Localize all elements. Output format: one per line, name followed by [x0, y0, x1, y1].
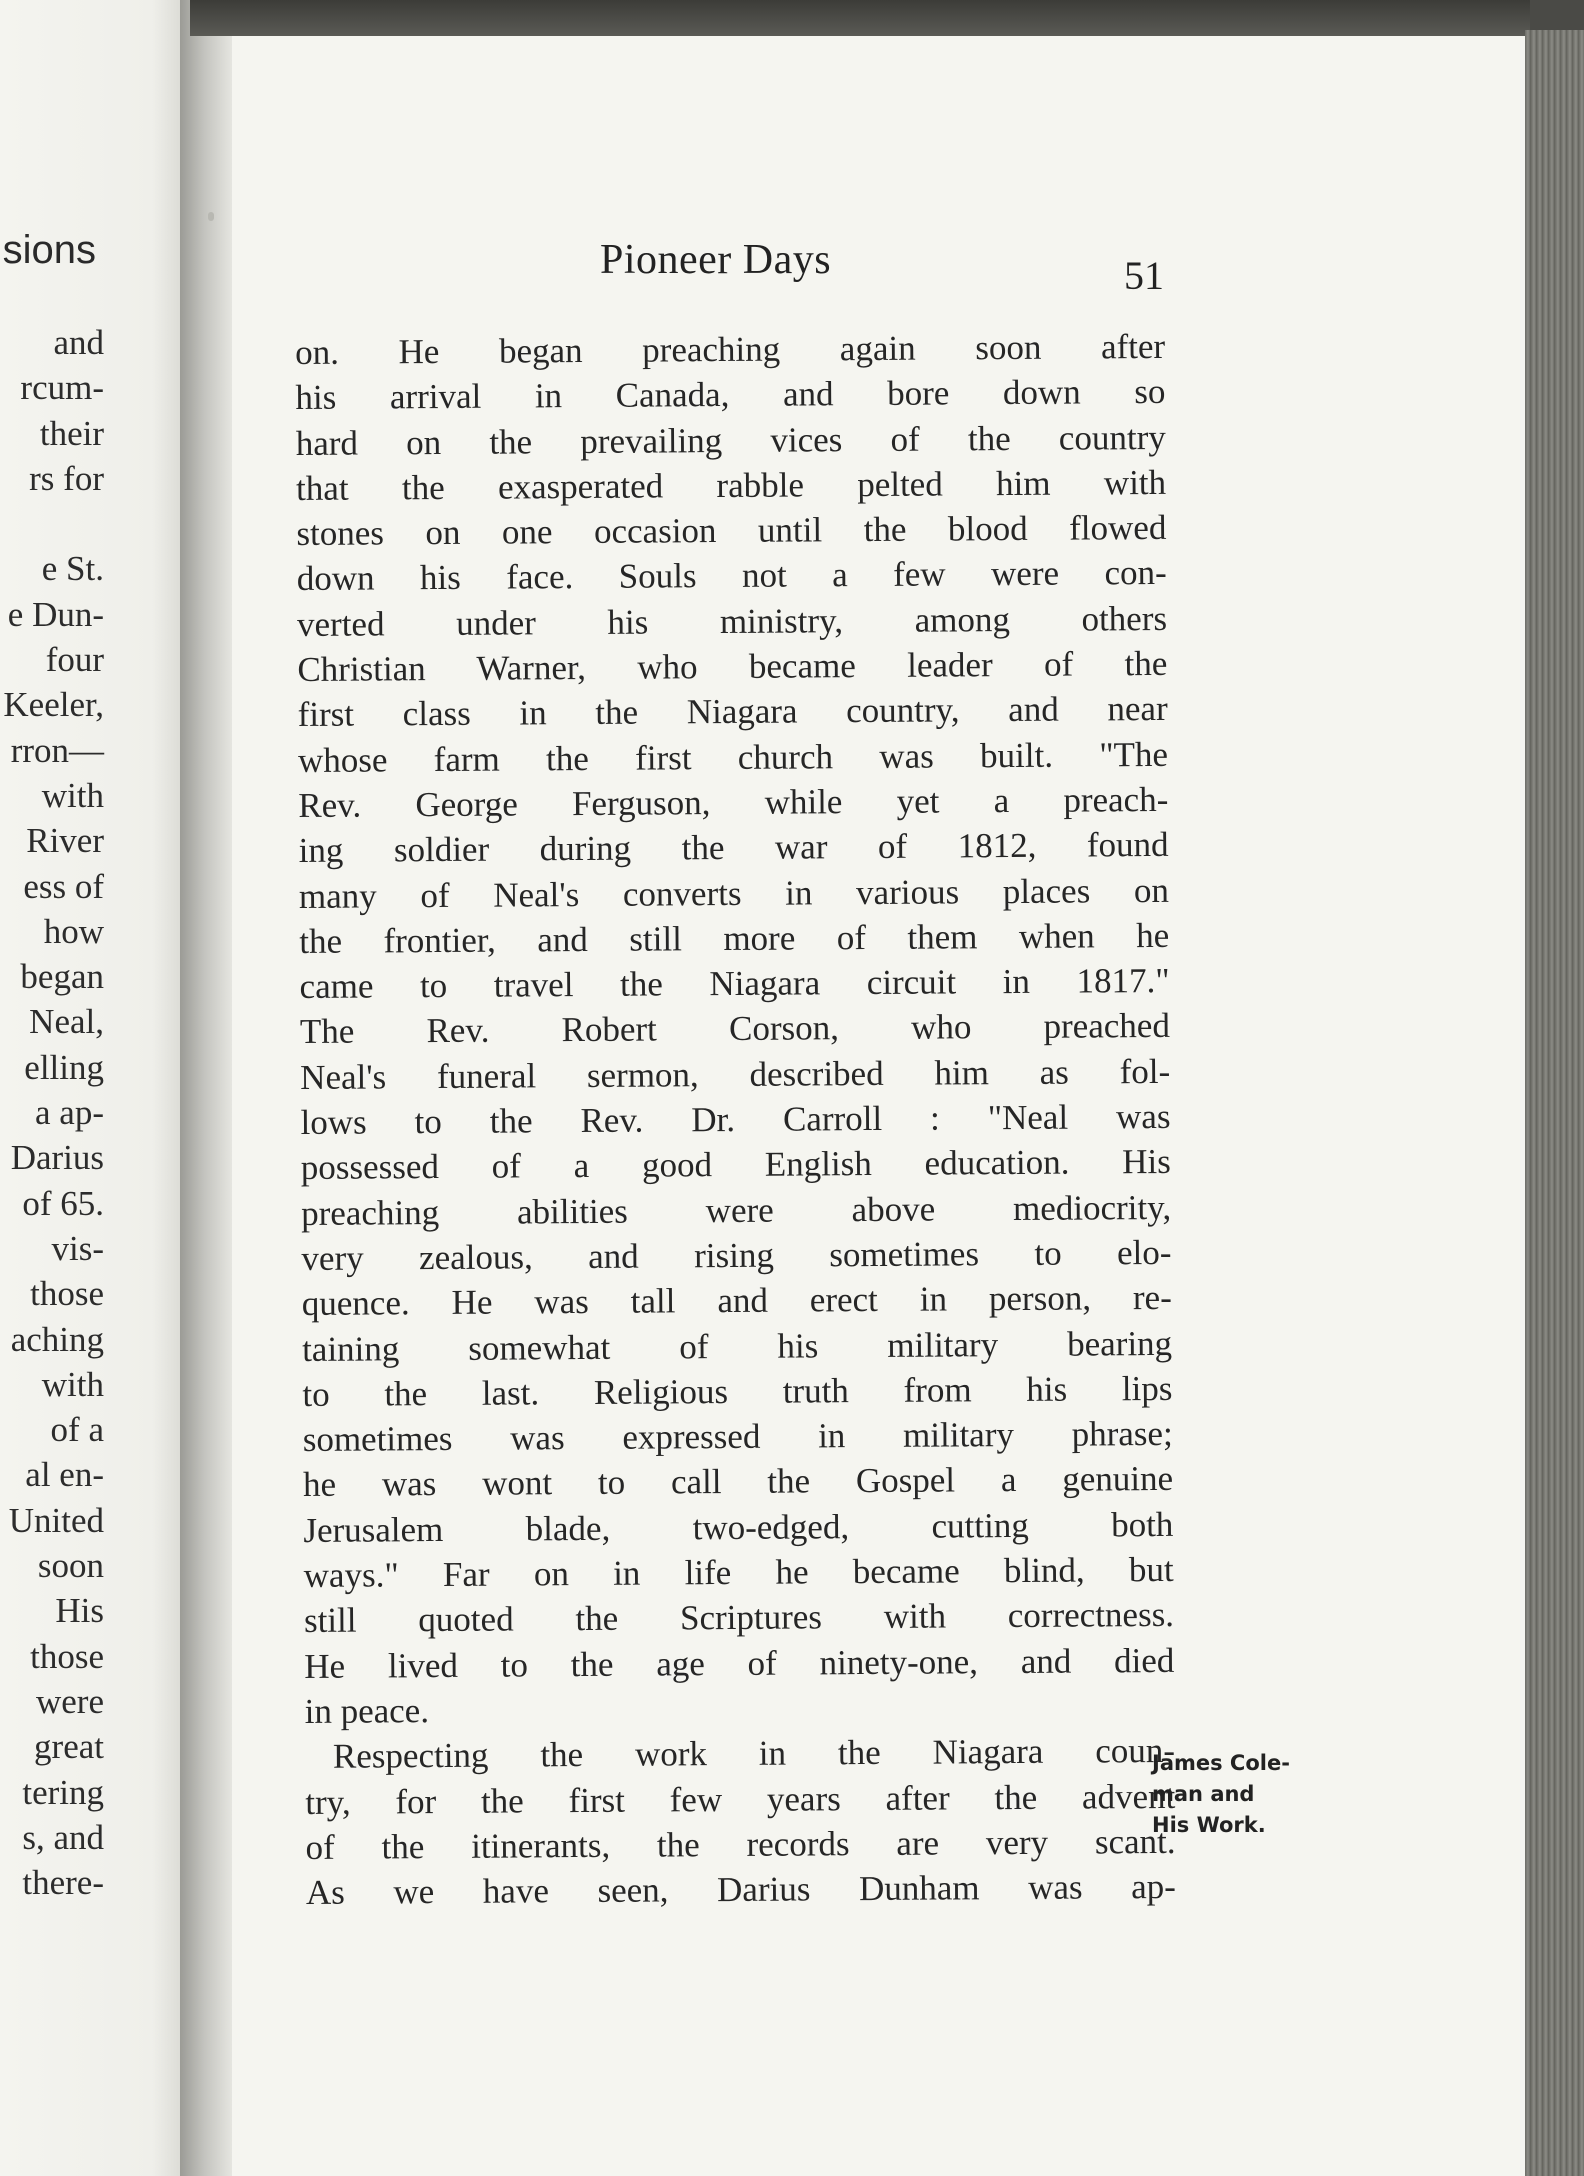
text-line: he was wont to call the Gospel a genuine [302, 1459, 1174, 1505]
left-line: rron— [10, 730, 104, 770]
left-line: soon [37, 1546, 104, 1586]
text-line: possessed of a good English education. His [300, 1142, 1171, 1188]
paragraph-1 [295, 324, 1175, 1734]
paper-spot [208, 212, 214, 221]
left-line: vis- [51, 1228, 104, 1268]
text-line: stones on one occasion until the blood flowed [296, 508, 1167, 554]
left-line: those [30, 1636, 104, 1676]
margin-sidenote [1152, 1748, 1290, 1841]
page-edges [1525, 30, 1584, 2176]
text-line: preaching abilities were above mediocrity, [301, 1187, 1172, 1233]
text-line: ways." Far on in life he became blind, but [303, 1549, 1174, 1595]
left-line [3, 501, 104, 546]
text-line: verted under his ministry, among others [296, 598, 1168, 644]
left-line: aching [10, 1319, 104, 1359]
text-line: came to travel the Niagara circuit in 1817." [299, 961, 1170, 1007]
body-text [295, 324, 1176, 1915]
left-line: United [8, 1500, 104, 1540]
left-line: Keeler, [3, 685, 104, 725]
left-line: al en- [25, 1455, 104, 1495]
text-line: many of Neal's converts in various places on [298, 870, 1170, 916]
text-line: sometimes was expressed in military phrase; [302, 1414, 1173, 1460]
paragraph-2 [305, 1728, 1176, 1915]
left-line: four [45, 640, 104, 680]
left-line: began [20, 957, 104, 997]
text-line: hard on the prevailing vices of the country [295, 417, 1166, 463]
text-line: The Rev. Robert Corson, who preached [299, 1006, 1171, 1052]
sidenote-line: James Cole- [1152, 1751, 1290, 1775]
text-line: Jerusalem blade, two-edged, cutting both [303, 1504, 1174, 1550]
running-head: Pioneer Days [600, 237, 832, 283]
text-line: Rev. George Ferguson, while yet a preach- [298, 779, 1169, 825]
text-line: the frontier, and still more of them when he [299, 915, 1170, 961]
text-line: lows to the Rev. Dr. Carroll : "Neal was [300, 1096, 1171, 1143]
left-line: a ap- [35, 1093, 104, 1133]
left-line: e Dun- [7, 594, 104, 634]
left-line: there- [22, 1863, 104, 1903]
text-line: As we have seen, Darius Dunham was ap- [305, 1866, 1177, 1913]
left-line: their [39, 413, 104, 453]
text-line: of the itinerants, the records are very scant. [305, 1821, 1176, 1867]
text-line: on. He began preaching again soon after [295, 326, 1166, 372]
left-line: how [43, 911, 104, 951]
left-line: elling [24, 1047, 104, 1087]
left-line: s, and [22, 1817, 104, 1857]
text-line: quence. He was tall and erect in person, re- [301, 1278, 1172, 1324]
left-line: Neal, [29, 1002, 104, 1042]
text-line: still quoted the Scriptures with correctness. [303, 1595, 1175, 1641]
left-page-text-fragments [3, 320, 104, 1905]
left-line: His [55, 1591, 104, 1631]
text-line: Christian Warner, who became leader of the [297, 643, 1168, 690]
sidenote-line: man and [1152, 1782, 1255, 1806]
left-line: River [26, 821, 104, 861]
text-line: down his face. Souls not a few were con- [296, 553, 1167, 599]
left-line: with [41, 1364, 104, 1404]
left-line: with [41, 775, 104, 815]
left-line: great [34, 1727, 104, 1767]
left-line: e St. [41, 549, 104, 589]
page-number: 51 [1124, 253, 1164, 298]
left-line: ess of [23, 866, 104, 906]
left-line: those [30, 1274, 104, 1314]
left-line: of a [50, 1410, 104, 1450]
sidenote-line: His Work. [1152, 1813, 1266, 1837]
text-line: Respecting the work in the Niagara coun- [332, 1731, 1176, 1776]
left-line: were [35, 1681, 104, 1721]
text-line: first class in the Niagara country, and near [297, 689, 1168, 735]
text-line: that the exasperated rabble pelted him with [295, 462, 1167, 508]
left-line: and [53, 323, 104, 362]
left-facing-page [0, 0, 190, 2176]
left-line: rcum- [20, 368, 104, 408]
text-line: He lived to the age of ninety-one, and died [304, 1640, 1175, 1686]
text-line: to the last. Religious truth from his lips [302, 1368, 1173, 1414]
text-line: try, for the first few years after the advent [305, 1776, 1176, 1822]
left-line: of 65. [22, 1183, 104, 1223]
text-line: whose farm the first church was built. "The [297, 734, 1169, 780]
text-line: ing soldier during the war of 1812, found [298, 825, 1169, 871]
text-line: Neal's funeral sermon, described him as fol- [300, 1051, 1171, 1097]
text-line: his arrival in Canada, and bore down so [295, 372, 1166, 418]
left-line: Darius [10, 1138, 104, 1178]
left-page-running-head-fragment: sions [2, 228, 96, 272]
left-line: tering [22, 1772, 104, 1812]
text-line: taining somewhat of his military bearing [301, 1323, 1173, 1369]
left-line: rs for [29, 458, 104, 498]
text-line: very zealous, and rising sometimes to elo- [301, 1232, 1172, 1278]
top-shadow [190, 0, 1530, 36]
text-line: in peace. [304, 1691, 430, 1731]
